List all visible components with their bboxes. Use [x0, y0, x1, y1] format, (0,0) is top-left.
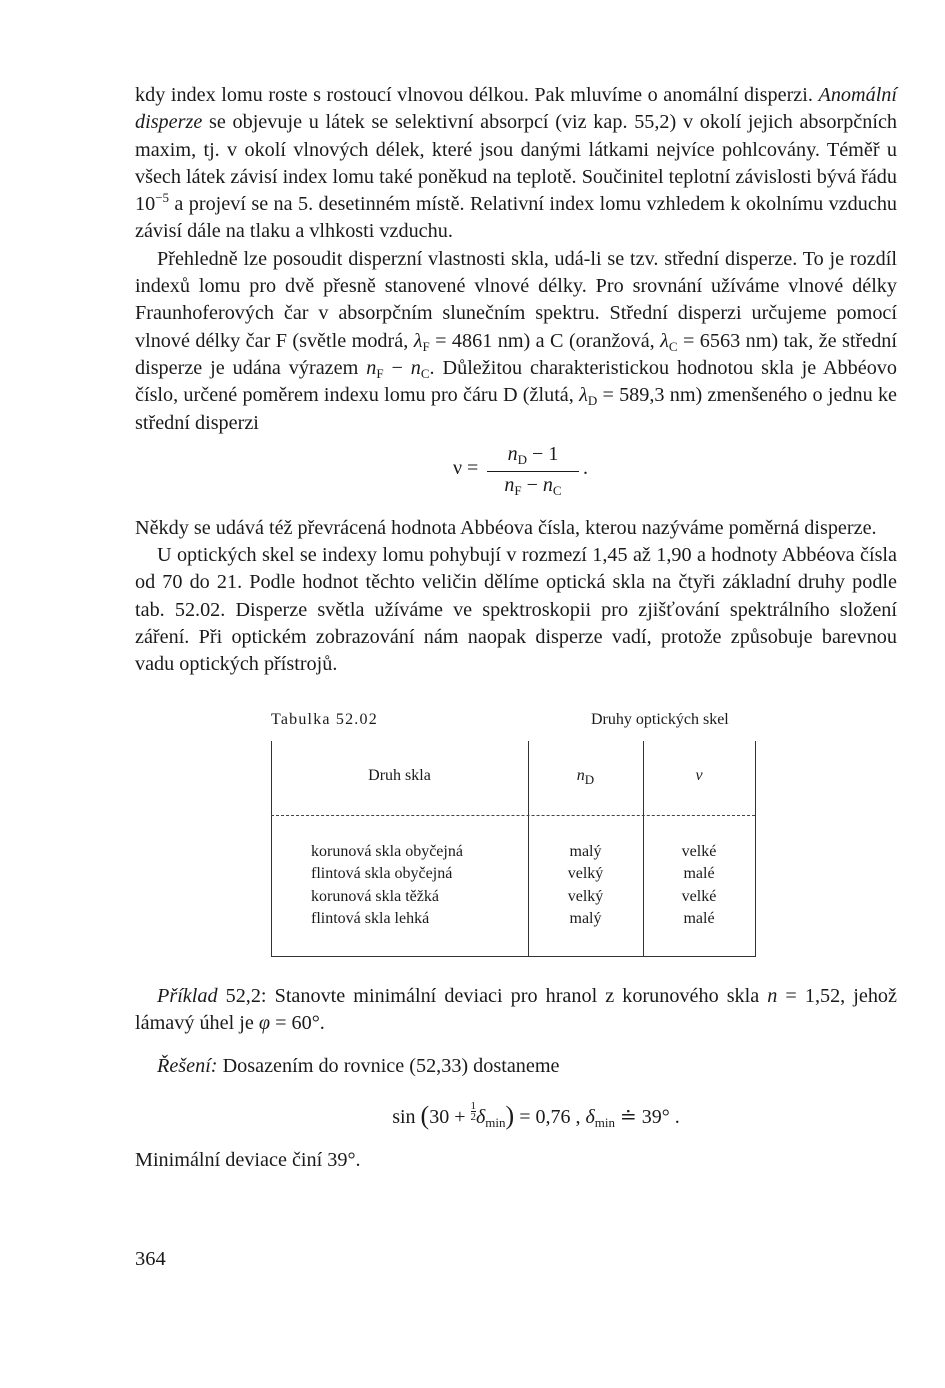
fraction-bar	[487, 471, 579, 472]
glass-types-table	[271, 741, 755, 957]
paragraph-mean-dispersion: Přehledně lze posoudit disperzní vlastnosti skla, udá-li se tzv. střední disperze. To je rozdíl indexů lomu pro dvě přesně stanovené vlnové délky. Pro srovnání užíváme vlnové délky Fraunhoferových čar v absorpčním slunečním spektru. Střední disperzi určujeme pomocí vlnové délky čar F (světle modrá, $\lambda_F = 4861$ nm) a C (oranžová, $\lambda_C = 6563$ nm) tak, že střední disperze je udána výrazem $n_F - n_C$. Důležitou charakteristickou hodnotou skla je Abbéovo číslo, určené poměrem indexu lomu pro čáru D (žlutá, $\lambda_D = 589,3$ nm) zmenšeného o jednu ke střední disperzi	[135, 247, 897, 434]
example-52-2: Příklad 52,2: Stanovte minimální deviaci pro hranol z korunového skla n = 1,52, jehož lámavý úhel je φ = 60°.	[135, 984, 897, 1034]
paragraph-optical-glasses: U optických skel se indexy lomu pohybují v rozmezí 1,45 až 1,90 a hodnoty Abbéova čísla od 70 do 21. Podle hodnot těchto veličin dělíme optická skla na čtyři základní druhy podle tab. 52.02. Disperze světla užíváme ve spektroskopii pro zjišťování spektrálního složení záření. Při optickém zobrazování nám naopak disperze vadí, protože způsobuje barevnou vadu optických přístrojů.	[135, 544, 897, 676]
table-cell: flintová skla obyčejná	[311, 865, 453, 883]
table-cell: velký	[567, 865, 604, 883]
header-separator	[271, 815, 755, 816]
table-title: Druhy optických skel	[591, 710, 729, 728]
table-cell: velké	[681, 842, 717, 860]
minimum-deviation-formula: sin (30 + $\frac{1}{2}$ $\delta_{min}) = 0,76$ , $\delta_{min}$ ≐ 39° .	[392, 1099, 680, 1130]
table-cell: velké	[681, 887, 717, 905]
column-nu	[643, 841, 755, 931]
conclusion: Minimální deviace činí 39°.	[135, 1148, 361, 1171]
table-bottom-rule	[271, 956, 755, 957]
paragraph-relative-dispersion: Někdy se udává též převrácená hodnota Abbéova čísla, kterou nazýváme poměrná disperze.	[135, 516, 877, 539]
page-number: 364	[135, 1248, 166, 1270]
header-abbe-number: ν	[695, 766, 703, 784]
table-border-right	[755, 741, 756, 957]
example-label: Příklad	[157, 984, 218, 1007]
column-glass-types	[311, 841, 463, 931]
table-cell: malé	[683, 865, 715, 883]
table-label: Tabulka 52.02	[271, 710, 378, 728]
table-caption	[135, 711, 897, 741]
table-cell: velký	[567, 887, 604, 905]
table-cell: malý	[569, 910, 602, 928]
paragraph-anomalous-dispersion: kdy index lomu roste s rostoucí vlnovou délkou. Pak mluvíme o anomální disperzi. Anomální disperze se objevuje u látek se selektivní absorpcí (viz kap. 55,2) v okolí jejich absorpčních maxim, tj. v okolí vlnových délek, které jsou danými látkami nejvíce pohlcovány. Téměř u všech látek závisí index lomu také poněkud na teplotě. Součinitel teplotní závislosti bývá řádu $10^{-5}$ a projeví se na 5. desetinném místě. Relativní index lomu vzhledem k okolnímu vzduchu závisí dále na tlaku a vlhkosti vzduchu.	[135, 84, 898, 243]
table-cell: flintová skla lehká	[311, 910, 430, 928]
header-glass-type: Druh skla	[368, 766, 431, 784]
page-body	[135, 82, 897, 1174]
solution-paragraph: Řešení: Dosazením do rovnice (52,33) dostaneme	[157, 1055, 560, 1078]
table-cell: malý	[569, 842, 602, 860]
abbe-number-formula: ν = $n_D - 1$ $n_F - n_C$ .	[453, 442, 588, 498]
table-cell: malé	[683, 910, 715, 928]
term-anomalous-dispersion: Anomální disperze	[135, 84, 898, 134]
solution-label: Řešení:	[157, 1055, 218, 1078]
header-refractive-index: $n_D$	[576, 766, 595, 787]
table-cell: korunová skla obyčejná	[311, 842, 463, 860]
table-cell: korunová skla těžká	[311, 887, 439, 905]
column-nD	[528, 841, 643, 931]
one-half-fraction: $\frac{1}{2}$	[470, 1099, 476, 1123]
